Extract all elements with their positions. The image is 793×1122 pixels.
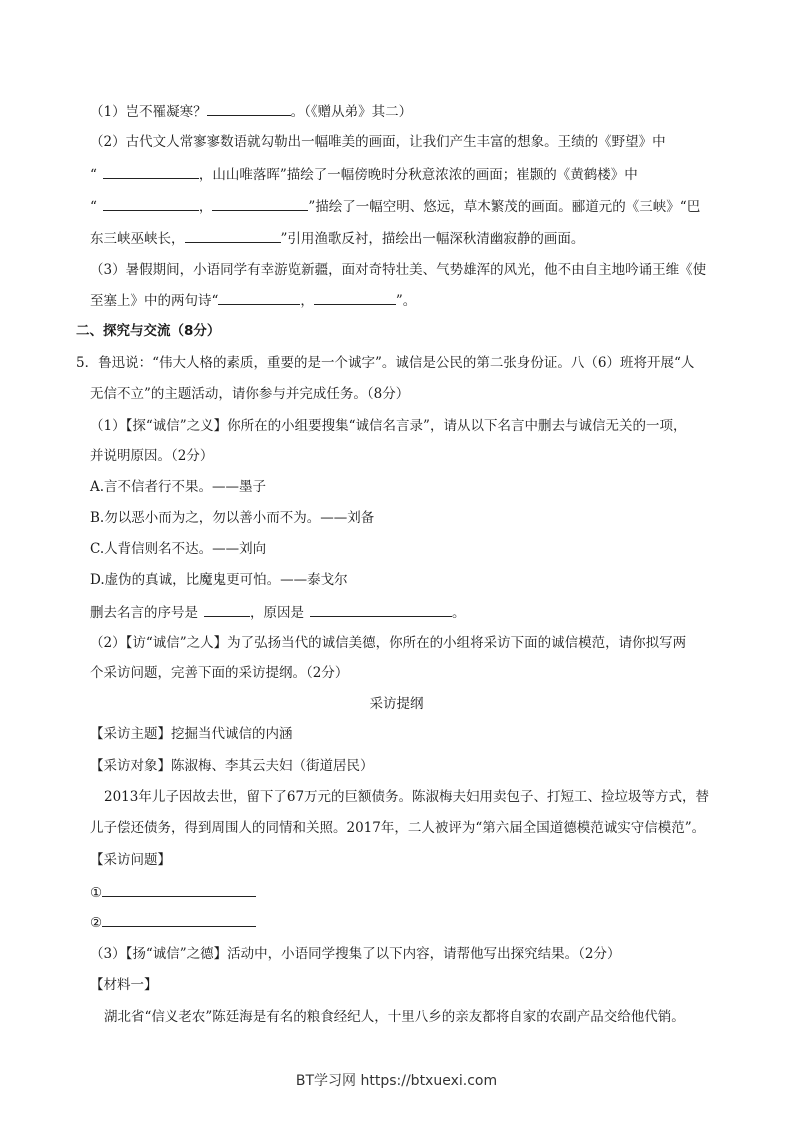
interview-topic: 【采访主题】挖掘当代诚信的内涵	[90, 726, 293, 742]
option-d: D.虚伪的真诚，比魔鬼更可怕。——泰戈尔	[90, 572, 348, 588]
section-heading: 二、探究与交流（8分）	[76, 323, 221, 339]
interview-question-2: ②	[90, 912, 256, 933]
answer-blank[interactable]	[218, 290, 300, 305]
q4-part1: （1）岂不罹凝寒？ 。（《赠从弟》其二）	[90, 101, 412, 122]
q5-sub3-line1: （3）【扬“诚信”之德】活动中，小语同学搜集了以下内容，请帮他写出探究结果。（2分）	[90, 946, 621, 962]
q5-sub1-line2: 并说明原因。（2分）	[90, 448, 214, 464]
option-b: B.勿以恶小而为之，勿以善小而不为。——刘备	[90, 510, 375, 526]
interview-questions-label: 【采访问题】	[90, 852, 171, 868]
q5-intro-line2: 无信不立”的主题活动，请你参与并完成任务。（8分）	[90, 386, 410, 402]
answer-blank[interactable]	[310, 602, 452, 617]
q5-sub2-line2: 个采访问题，完善下面的采访提纲。（2分）	[90, 665, 349, 681]
q4-part2-line3: “ ， ”描绘了一幅空明、悠远，草木繁茂的画面。郦道元的《三峡》“巴	[90, 196, 700, 217]
answer-blank[interactable]	[102, 912, 256, 927]
answer-blank[interactable]	[103, 164, 199, 179]
answer-blank[interactable]	[204, 602, 250, 617]
interview-question-1: ①	[90, 882, 256, 903]
option-a: A.言不信者行不果。——墨子	[90, 479, 267, 495]
answer-blank[interactable]	[103, 196, 199, 211]
material-label: 【材料一】	[90, 977, 158, 993]
q5-sub2-line1: （2）【访“诚信”之人】为了弘扬当代的诚信美德，你所在的小组将采访下面的诚信模范，请你拟写两	[90, 635, 687, 651]
footer-watermark: BT学习网 https://btxuexi.com	[295, 1073, 498, 1089]
outline-title: 采访提纲	[369, 696, 424, 712]
q4-part2-line2: “ ，山山唯落晖”描绘了一幅傍晚时分秋意浓浓的画面；崔颢的《黄鹤楼》中	[90, 164, 638, 185]
answer-blank[interactable]	[314, 290, 396, 305]
answer-blank[interactable]	[102, 882, 256, 897]
interview-target: 【采访对象】陈淑梅、李其云夫妇（街道居民）	[90, 758, 374, 774]
q4-part3-line2: 至塞上》中的两句诗“ ， ”。	[90, 290, 416, 311]
q5-intro-line1: 5．鲁迅说：“伟大人格的素质，重要的是一个诚字”。诚信是公民的第二张身份证。八（6）班将开展“人	[76, 355, 695, 371]
q4-part2-line1: （2）古代文人常寥寥数语就勾勒出一幅唯美的画面，让我们产生丰富的想象。王绩的《野望》中	[90, 134, 666, 150]
story-line2: 儿子偿还债务，得到周围人的同情和关照。2017年，二人被评为“第六届全国道德模范诚实守信模范”。	[90, 820, 706, 836]
story-line1: 2013年儿子因故去世，留下了67万元的巨额债务。陈淑梅夫妇用卖包子、打短工、捡垃圾等方式，替	[104, 789, 710, 805]
answer-blank[interactable]	[212, 196, 308, 211]
answer-blank[interactable]	[207, 101, 291, 116]
q5-sub1-answer: 删去名言的序号是 ，原因是 。	[90, 602, 466, 623]
material-text: 湖北省“信义老农”陈廷海是有名的粮食经纪人，十里八乡的亲友都将自家的农副产品交给他代销。	[104, 1009, 685, 1025]
answer-blank[interactable]	[185, 228, 281, 243]
q4-part2-line4: 东三峡巫峡长， ”引用渔歌反衬，描绘出一幅深秋清幽寂静的画面。	[90, 228, 584, 249]
q5-sub1-line1: （1）【探“诚信”之义】你所在的小组要搜集“诚信名言录”，请从以下名言中删去与诚信无关的一项，	[90, 418, 687, 434]
option-c: C.人背信则名不达。——刘向	[90, 541, 267, 557]
q4-part3-line1: （3）暑假期间，小语同学有幸游览新疆，面对奇特壮美、气势雄浑的风光，他不由自主地吟诵王维《使	[90, 262, 707, 278]
